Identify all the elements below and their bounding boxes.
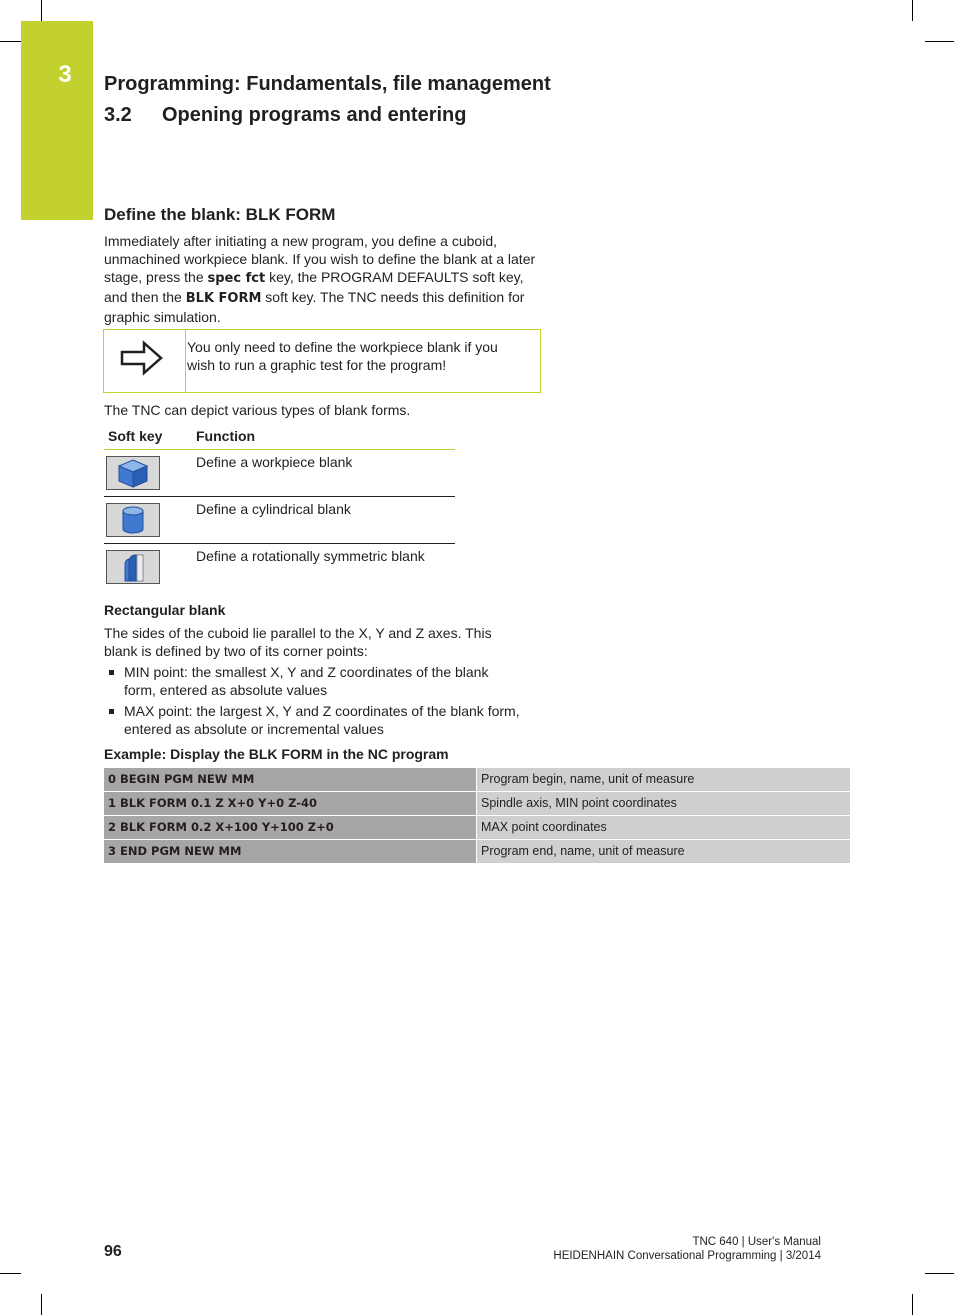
crop-mark — [0, 1273, 21, 1274]
note-divider — [185, 330, 186, 392]
chapter-tab — [21, 21, 93, 220]
table-row — [104, 840, 850, 863]
softkey-function: Define a workpiece blank — [196, 454, 353, 470]
footer-line-1: TNC 640 | User's Manual — [692, 1236, 821, 1248]
chapter-number: 3 — [58, 61, 72, 88]
cuboid-blank-icon — [107, 457, 159, 489]
crop-mark — [925, 1273, 954, 1274]
table-row — [104, 544, 455, 590]
table-row — [104, 768, 850, 791]
rectangular-blank-text: The sides of the cuboid lie parallel to the X, Y and Z axes. This blank is defined by two of its corner points: — [104, 625, 492, 659]
section-number: 3.2 — [104, 104, 132, 126]
crop-mark — [41, 1294, 42, 1315]
softkey-function: Define a cylindrical blank — [196, 501, 351, 517]
crop-mark — [0, 41, 21, 42]
rotational-blank-icon — [107, 551, 159, 583]
softkey-table — [104, 425, 455, 590]
intro-text-2: key, the PROGRAM DEFAULTS soft key, and then the — [104, 269, 524, 305]
cylinder-blank-icon — [107, 504, 159, 536]
intro-paragraph — [104, 232, 549, 326]
note-box — [103, 329, 541, 393]
column-header-function: Function — [196, 428, 256, 444]
table-row — [104, 450, 455, 497]
crop-mark — [912, 0, 913, 21]
bullet-marker — [109, 709, 114, 714]
chapter-title: Programming: Fundamentals, file management — [104, 73, 551, 95]
example-heading: Example: Display the BLK FORM in the NC program — [104, 746, 449, 762]
arrow-right-icon — [120, 340, 164, 381]
nc-description-cell: Spindle axis, MIN point coordinates — [477, 792, 850, 815]
crop-mark — [41, 0, 42, 21]
nc-description-cell: Program begin, name, unit of measure — [477, 768, 850, 791]
nc-description-cell: MAX point coordinates — [477, 816, 850, 839]
footer-line-2: HEIDENHAIN Conversational Programming | 3/2014 — [553, 1250, 821, 1262]
table-row — [104, 792, 850, 815]
note-text: You only need to define the workpiece blank if you wish to run a graphic test for the program! — [187, 339, 498, 373]
spec-fct-key-label: spec fct — [207, 271, 266, 286]
section-title — [104, 104, 466, 127]
list-item-text: MIN point: the smallest X, Y and Z coordinates of the blank form, entered as absolute values — [124, 664, 489, 698]
nc-program-table — [104, 768, 850, 864]
list-item-text: MAX point: the largest X, Y and Z coordinates of the blank form, entered as absolute or incremental values — [124, 703, 520, 737]
nc-code-cell: 1 BLK FORM 0.1 Z X+0 Y+0 Z-40 — [104, 792, 476, 815]
nc-code-cell: 0 BEGIN PGM NEW MM — [104, 768, 476, 791]
table-row — [104, 816, 850, 839]
intro-text-1: Immediately after initiating a new program, you define a cuboid, unmachined workpiece blank. If you wish to define the blank at a later stage, press the — [104, 233, 536, 285]
page-number: 96 — [104, 1243, 122, 1260]
intro-text-3: soft key. The TNC needs this definition for graphic simulation. — [104, 289, 525, 325]
blk-form-key-label: BLK FORM — [185, 291, 262, 306]
bullet-marker — [109, 670, 114, 675]
column-header-soft-key: Soft key — [108, 428, 163, 444]
rectangular-blank-heading: Rectangular blank — [104, 602, 226, 618]
nc-code-cell: 2 BLK FORM 0.2 X+100 Y+100 Z+0 — [104, 816, 476, 839]
nc-description-cell: Program end, name, unit of measure — [477, 840, 850, 863]
cylindrical-blank-softkey[interactable] — [106, 503, 160, 537]
blank-forms-intro: The TNC can depict various types of blank forms. — [104, 402, 411, 418]
footer-text — [553, 1235, 821, 1263]
crop-mark — [912, 1294, 913, 1315]
crop-mark — [925, 41, 954, 42]
table-row — [104, 497, 455, 544]
softkey-function: Define a rotationally symmetric blank — [196, 548, 425, 564]
workpiece-blank-softkey[interactable] — [106, 456, 160, 490]
nc-code-cell: 3 END PGM NEW MM — [104, 840, 476, 863]
page-heading: Define the blank: BLK FORM — [104, 205, 336, 224]
section-name: Opening programs and entering — [162, 104, 467, 126]
softkey-table-header — [104, 425, 455, 450]
rotational-blank-softkey[interactable] — [106, 550, 160, 584]
